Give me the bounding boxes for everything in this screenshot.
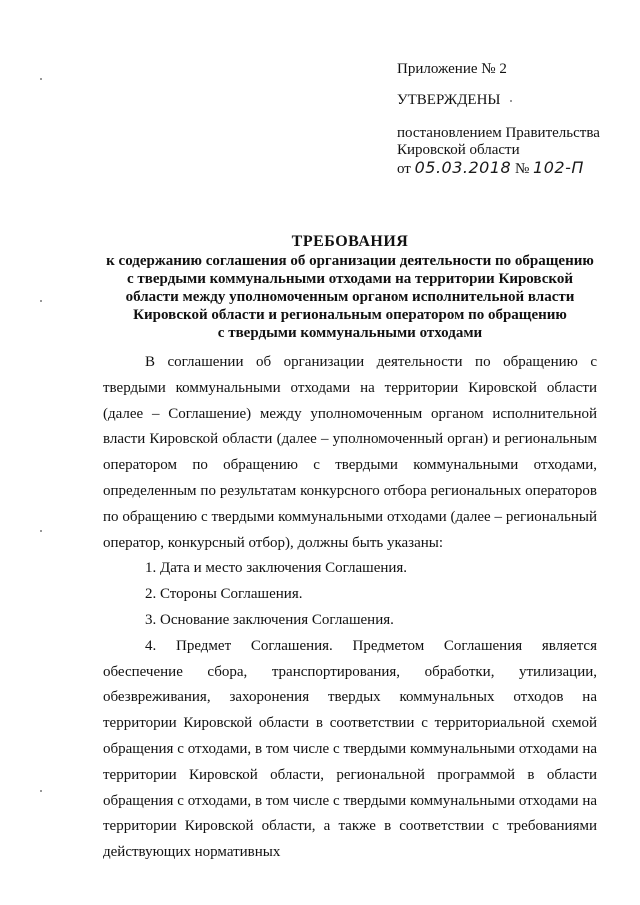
annex-label: Приложение № 2 [397, 61, 507, 77]
list-item-4: 4. Предмет Соглашения. Предметом Соглашения является обеспечение сбора, транспортирования, обработки, утилизации, обезвреживания, захоронения твердых коммунальных отходов на территории Кировской области в соответствии с территориальной схемой обращения с отходами, в том числе с твердыми коммунальными отходами на территории Кировской области, региональной программой в области обращения с отходами, в том числе с твердыми коммунальными отходами на территории Кировской области, а также в соответствии с требованиями действующих нормативных [103, 637, 597, 861]
from-prefix: от [397, 161, 411, 177]
document-title: ТРЕБОВАНИЯ [291, 233, 409, 250]
scan-speck [40, 530, 42, 532]
scan-speck [40, 78, 42, 80]
subtitle-line: к содержанию соглашения об организации деятельности по обращению [106, 253, 594, 269]
number-prefix: № [514, 161, 530, 177]
list-item-1: 1. Дата и место заключения Соглашения. [145, 560, 408, 577]
list-item-2: 2. Стороны Соглашения. [145, 586, 303, 603]
scan-speck [40, 300, 42, 302]
subtitle-line: области между уполномоченным органом исполнительной власти [125, 289, 575, 305]
approved-label: УТВЕРЖДЕНЫ [397, 92, 501, 108]
list-item-3: 3. Основание заключения Соглашения. [145, 611, 394, 628]
subtitle-line: с твердыми коммунальными отходами на территории Кировской [127, 271, 573, 287]
subtitle-line: с твердыми коммунальными отходами [217, 325, 483, 341]
scan-speck [40, 790, 42, 792]
handwritten-date: 05.03.2018 [414, 158, 512, 177]
document-title-block [100, 233, 600, 342]
subtitle-line: Кировской области и региональным оператором по обращению [133, 307, 567, 323]
scan-speck [510, 100, 512, 102]
decree-line-1: постановлением Правительства [397, 125, 600, 141]
decree-date-number [397, 159, 627, 178]
decree-line-2: Кировской области [397, 142, 520, 158]
document-body [103, 350, 597, 866]
intro-paragraph: В соглашении об организации деятельности по обращению с твердыми коммунальными отходами на территории Кировской области (далее – Соглашение) между уполномоченным органом исполнительной власти Кировской области (далее – уполномоченный орган) и региональным оператором по обращению с твердыми коммунальными отходами, определенным по результатам конкурсного отбора региональных операторов по обращению с твердыми коммунальными отходами (далее – региональный оператор, конкурсный отбор), должны быть указаны: [103, 354, 597, 551]
handwritten-number: 102-П [533, 158, 584, 177]
approval-block [397, 61, 627, 178]
